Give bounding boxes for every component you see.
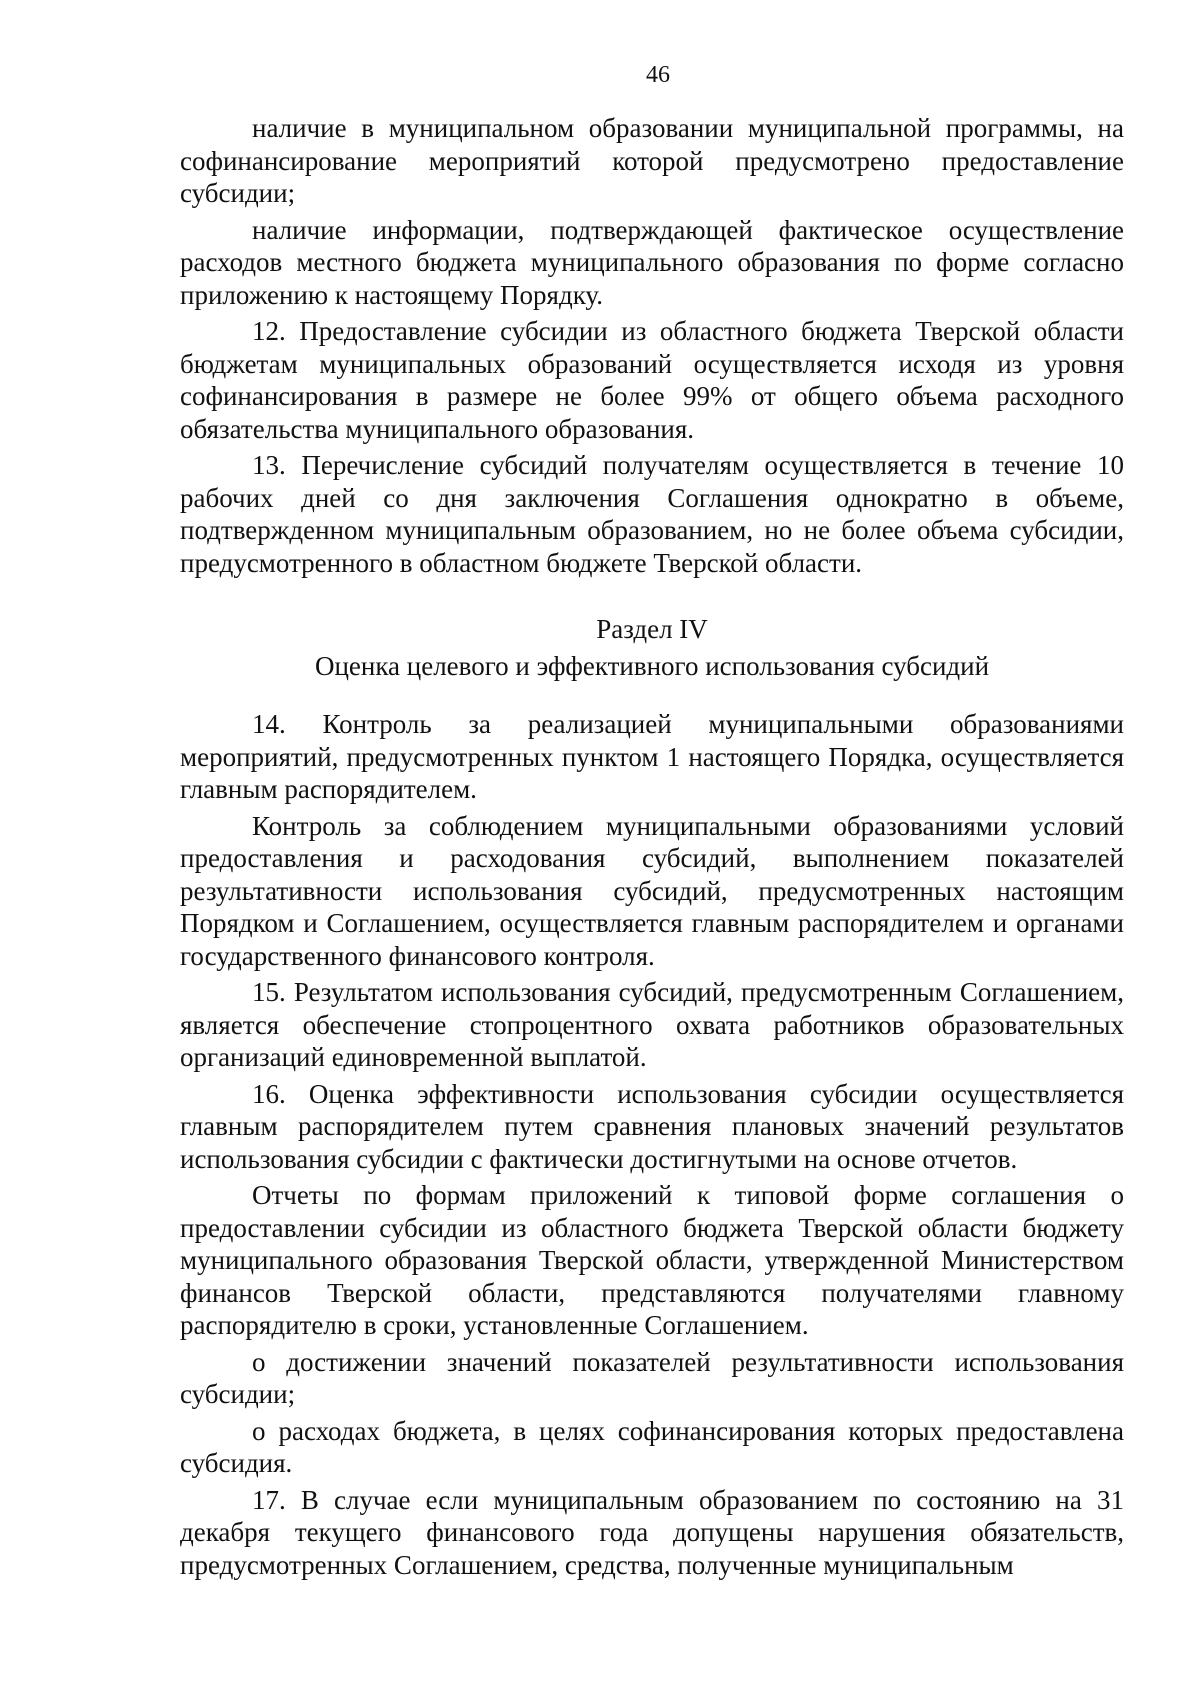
body-text (180, 112, 1124, 1585)
section-heading: Раздел IV (596, 614, 708, 644)
paragraph-17: 17. В случае если муниципальным образованием по состоянию на 31 декабря текущего финансового года допущены нарушения обязательств, предусмотренных Соглашением, средства, полученные муниципальным (180, 1484, 1124, 1580)
paragraph-report-indicators: о достижении значений показателей результативности использования субсидии; (180, 1346, 1124, 1409)
paragraph-control: Контроль за соблюдением муниципальными образованиями условий предоставления и расходования субсидий, выполнением показателей результативности использования субсидий, предусмотренных настоящим Порядком и Соглашением, осуществляется главным распорядителем и органами государственного финансового контроля. (180, 810, 1124, 971)
page-number: 46 (646, 62, 670, 88)
paragraph-12: 12. Предоставление субсидии из областного бюджета Тверской области бюджетам муниципальных образований осуществляется исходя из уровня софинансирования в размере не более 99% от общего объема расходного обязательства муниципального образования. (180, 316, 1124, 444)
paragraph-report-expenses: о расходах бюджета, в целях софинансирования которых предоставлена субсидия. (180, 1415, 1124, 1478)
spacer (180, 583, 1124, 613)
paragraph-14: 14. Контроль за реализацией муниципальными образованиями мероприятий, предусмотренных пунктом 1 настоящего Порядка, осуществляется главным распорядителем. (180, 709, 1124, 804)
paragraph-13: 13. Перечисление субсидий получателям осуществляется в течение 10 рабочих дней со дня заключения Соглашения однократно в объеме, подтвержденном муниципальным образованием, но не более объема субсидии, предусмотренного в областном бюджете Тверской области. (180, 450, 1124, 578)
paragraph-condition-program: наличие в муниципальном образовании муниципальной программы, на софинансирование мероприятий которой предусмотрено предоставление субсидии; (180, 113, 1124, 208)
paragraph-condition-info: наличие информации, подтверждающей фактическое осуществление расходов местного бюджета муниципального образования по форме согласно приложению к настоящему Порядку. (180, 214, 1124, 310)
paragraph-16: 16. Оценка эффективности использования субсидии осуществляется главным распорядителем путем сравнения плановых значений результатов использования субсидии с фактически достигнутыми на основе отчетов. (180, 1078, 1124, 1174)
paragraph-15: 15. Результатом использования субсидий, предусмотренным Соглашением, является обеспечение стопроцентного охвата работников образовательных организаций единовременной выплатой. (180, 977, 1124, 1072)
section-title: Оценка целевого и эффективного использования субсидий (314, 650, 990, 681)
paragraph-reports: Отчеты по формам приложений к типовой форме соглашения о предоставлении субсидии из областного бюджета Тверской области бюджету муниципального образования Тверской области, утвержденной Министерством финансов Тверской области, представляются получателями главному распорядителю в сроки, установленные Соглашением. (180, 1180, 1124, 1340)
spacer (180, 682, 1124, 708)
